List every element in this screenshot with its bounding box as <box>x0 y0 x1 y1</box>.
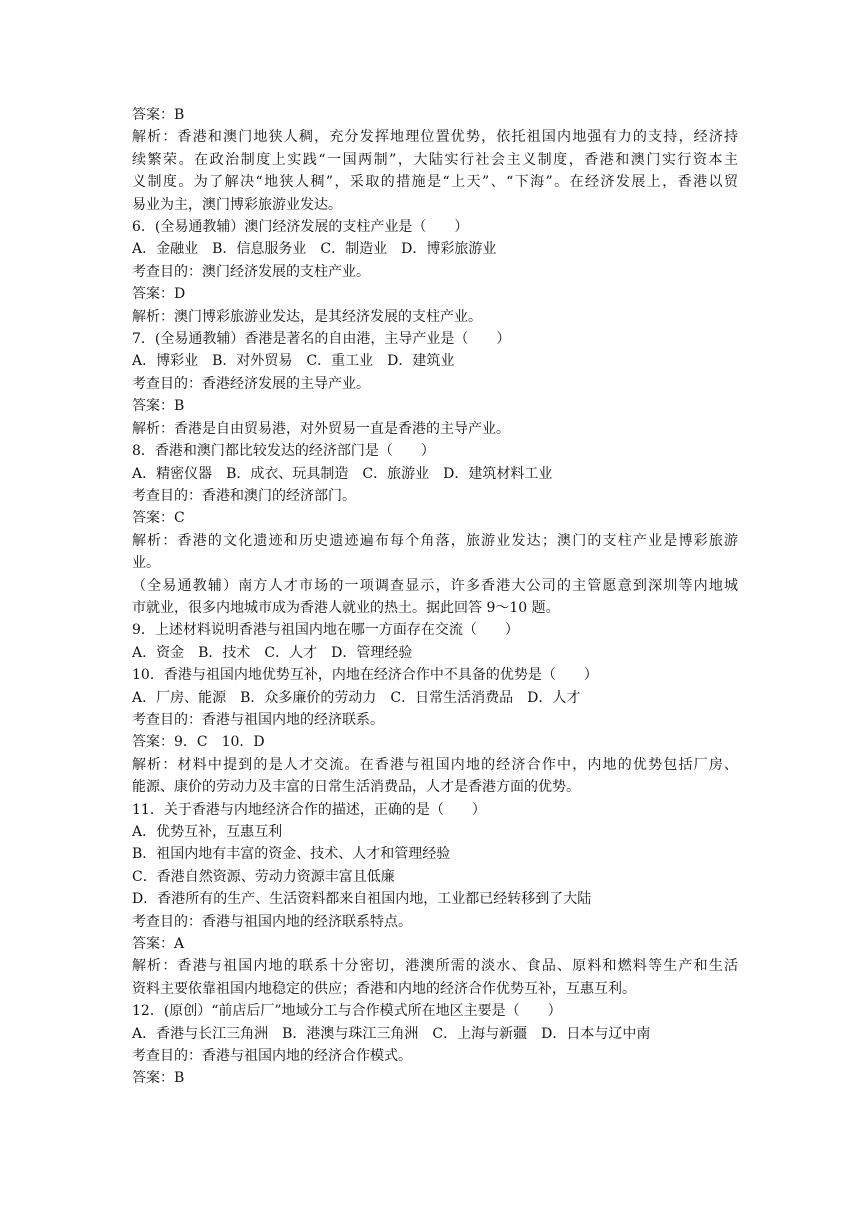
question-11-option-d: D．香港所有的生产、生活资料都来自祖国内地，工业都已经转移到了大陆 <box>132 891 592 908</box>
question-11: 11．关于香港与内地经济合作的描述，正确的是（ ） <box>132 801 486 818</box>
analysis-5-line-4: 易业为主，澳门博彩旅游业发达。 <box>132 196 342 213</box>
analysis-11-line-1: 解析：香港与祖国内地的联系十分密切，港澳所需的淡水、食品、原料和燃料等生产和生活 <box>132 958 738 975</box>
question-6: 6．(全易通教辅）澳门经济发展的支柱产业是（ ） <box>132 219 469 236</box>
question-11-option-c: C．香港自然资源、劳动力资源丰富且低廉 <box>132 868 395 885</box>
analysis-5-line-1: 解析：香港和澳门地狭人稠，充分发挥地理位置优势，依托祖国内地强有力的支持，经济持 <box>132 129 738 146</box>
document-page <box>132 104 738 1090</box>
objective-11: 考查目的：香港与祖国内地的经济联系特点。 <box>132 913 412 930</box>
question-11-option-a: A．优势互补，互惠互利 <box>132 824 283 840</box>
question-7: 7．(全易通教辅）香港是著名的自由港，主导产业是（ ） <box>132 331 511 348</box>
answer-11: 答案：A <box>132 936 185 953</box>
analysis-8-line-1: 解析：香港的文化遗迹和历史遗迹遍布每个角落，旅游业发达；澳门的支柱产业是博彩旅游 <box>132 532 738 549</box>
objective-6: 考查目的：澳门经济发展的支柱产业。 <box>132 263 370 280</box>
answer-12: 答案：B <box>132 1070 185 1087</box>
analysis-5-line-3: 义制度。为了解决“地狭人稠”，采取的措施是“上天”、“下海”。在经济发展上，香港以贸 <box>132 174 738 191</box>
analysis-9-10-line-2: 能源、康价的劳动力及丰富的日常生活消费品，人才是香港方面的优势。 <box>132 779 580 796</box>
analysis-9-10-line-1: 解析：材料中提到的是人才交流。在香港与祖国内地的经济合作中，内地的优势包括厂房、 <box>132 756 738 773</box>
objective-12: 考查目的：香港与祖国内地的经济合作模式。 <box>132 1048 412 1065</box>
analysis-7: 解析：香港是自由贸易港，对外贸易一直是香港的主导产业。 <box>132 420 510 437</box>
analysis-6: 解析：澳门博彩旅游业发达，是其经济发展的支柱产业。 <box>132 308 482 325</box>
analysis-11-line-2: 资料主要依靠祖国内地稳定的供应；香港和内地的经济合作优势互补，互惠互利。 <box>132 980 636 997</box>
question-8-options: A．精密仪器 B．成衣、玩具制造 C．旅游业 D．建筑材料工业 <box>132 465 553 482</box>
question-9: 9．上述材料说明香港与祖国内地在哪一方面存在交流（ ） <box>132 622 519 639</box>
question-10: 10．香港与祖国内地优势互补，内地在经济合作中不具备的优势是（ ） <box>132 667 598 684</box>
question-10-options: A．厂房、能源 B．众多廉价的劳动力 C．日常生活消费品 D．人才 <box>132 689 581 706</box>
material-9-10-line-2: 市就业，很多内地城市成为香港人就业的热土。据此回答 9～10 题。 <box>132 599 560 616</box>
analysis-8-line-2: 业。 <box>132 555 160 572</box>
question-12-options: A．香港与长江三角洲 B．港澳与珠江三角洲 C．上海与新疆 D．日本与辽中南 <box>132 1025 651 1042</box>
question-7-options: A．博彩业 B．对外贸易 C．重工业 D．建筑业 <box>132 353 455 370</box>
objective-8: 考查目的：香港和澳门的经济部门。 <box>132 487 356 504</box>
question-9-options: A．资金 B．技术 C．人才 D．管理经验 <box>132 644 413 661</box>
material-9-10-line-1: （全易通教辅）南方人才市场的一项调查显示，许多香港大公司的主管愿意到深圳等内地城 <box>132 577 738 594</box>
answer-8: 答案：C <box>132 510 185 527</box>
question-6-options: A．金融业 B．信息服务业 C．制造业 D．博彩旅游业 <box>132 241 497 258</box>
objective-9-10: 考查目的：香港与祖国内地的经济联系。 <box>132 711 384 728</box>
question-11-option-b: B．祖国内地有丰富的资金、技术、人才和管理经验 <box>132 846 451 863</box>
question-8: 8．香港和澳门都比较发达的经济部门是（ ） <box>132 443 435 460</box>
objective-7: 考查目的：香港经济发展的主导产业。 <box>132 375 370 392</box>
answer-5: 答案：B <box>132 107 185 123</box>
answer-7: 答案：B <box>132 398 185 415</box>
question-12: 12．(原创）“前店后厂”地域分工与合作模式所在地区主要是（ ） <box>132 1003 562 1020</box>
answer-9-10: 答案：9．C 10．D <box>132 734 265 751</box>
answer-6: 答案：D <box>132 286 186 303</box>
analysis-5-line-2: 续繁荣。在政治制度上实践“一国两制”，大陆实行社会主义制度，香港和澳门实行资本主 <box>132 151 738 168</box>
